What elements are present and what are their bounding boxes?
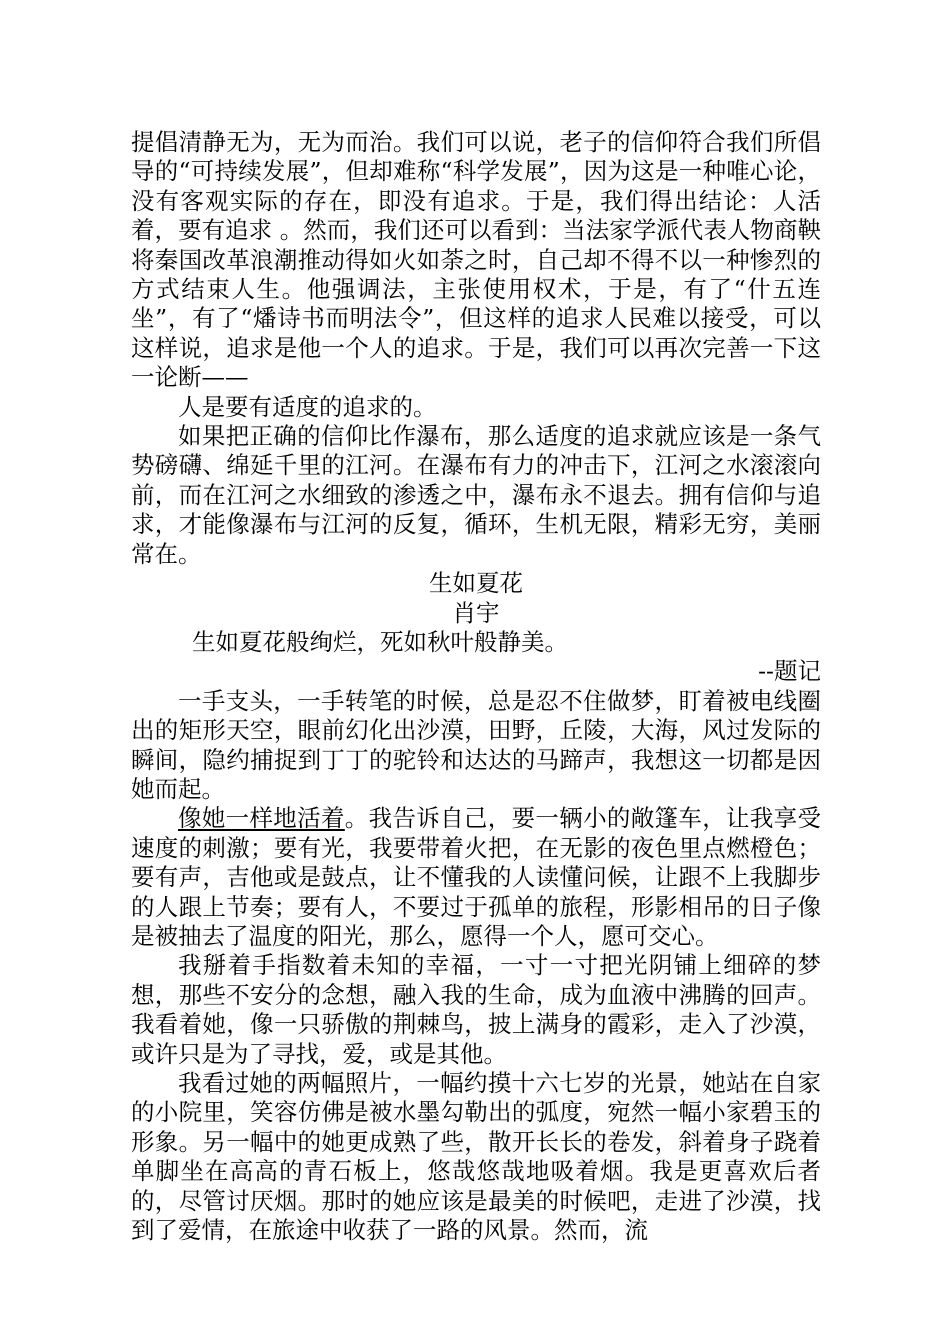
paragraph-live-like-her-text: 。我告诉自己，要一辆小的敞篷车，让我享受速度的刺激；要有光，我要带着火把，在无影的夜色里点燃橙色；要有声，吉他或是鼓点，让不懂我的人读懂问候，让跟不上我脚步的人跟上节奏；要有人，不要过于孤单的旅程，形影相吊的日子像是被抽去了温度的阳光，那么，愿得一个人，愿可交心。 (131, 804, 822, 950)
essay-author: 肖宇 (452, 598, 500, 627)
essay-title: 生如夏花 (429, 569, 523, 598)
paragraph-daydream: 一手支头，一手转笔的时候，总是忍不住做梦，盯着被电线圈出的矩形天空，眼前幻化出沙漠，田野，丘陵，大海，风过发际的瞬间，隐约捕捉到丁丁的驼铃和达达的马蹄声，我想这一切都是因她而起。 (131, 686, 821, 803)
underlined-phrase: 像她一样地活着 (178, 804, 345, 833)
paragraph-two-photos: 我看过她的两幅照片，一幅约摸十六七岁的光景，她站在自家的小院里，笑容仿佛是被水墨勾勒出的弧度，宛然一幅小家碧玉的形象。另一幅中的她更成熟了些，散开长长的卷发，斜着身子跷着单脚坐在高高的青石板上，悠哉悠哉地吸着烟。我是更喜欢后者的，尽管讨厌烟。那时的她应该是最美的时候吧，走进了沙漠，找到了爱情，在旅途中收获了一路的风景。然而，流 (131, 1069, 821, 1245)
paragraph-conclusion: 人是要有适度的追求的。 (178, 392, 437, 421)
paragraph-live-like-her (131, 804, 821, 951)
document-page (131, 128, 821, 1245)
paragraph-laozi-shangyang: 提倡清静无为，无为而治。我们可以说，老子的信仰符合我们所倡导的“可持续发展”，但却难称“科学发展”，因为这是一种唯心论，没有客观实际的存在，即没有追求。于是，我们得出结论：人活着，要有追求 。然而，我们还可以看到：当法家学派代表人物商鞅将秦国改革浪潮推动得如火如荼之时，自己却不得不以一种惨烈的方式结束人生。他强调法，主张使用权术，于是，有了“什五连坐”，有了“燔诗书而明法令”，但这样的追求人民难以接受，可以这样说，追求是他一个人的追求。于是，我们可以再次完善一下这一论断—— (131, 128, 821, 392)
epigraph: 生如夏花般绚烂，死如秋叶般静美。 (192, 627, 568, 656)
paragraph-counting-happiness: 我掰着手指数着未知的幸福，一寸一寸把光阴铺上细碎的梦想，那些不安分的念想，融入我的生命，成为血液中沸腾的回声。我看着她，像一只骄傲的荆棘鸟，披上满身的霞彩，走入了沙漠，或许只是为了寻找，爱，或是其他。 (131, 951, 821, 1068)
epigraph-source: --题记 (758, 657, 821, 686)
paragraph-waterfall-river: 如果把正确的信仰比作瀑布，那么适度的追求就应该是一条气势磅礴、绵延千里的江河。在瀑布有力的冲击下，江河之水滚滚向前，而在江河之水细致的渗透之中，瀑布永不退去。拥有信仰与追求，才能像瀑布与江河的反复，循环，生机无限，精彩无穷，美丽常在。 (131, 422, 821, 568)
